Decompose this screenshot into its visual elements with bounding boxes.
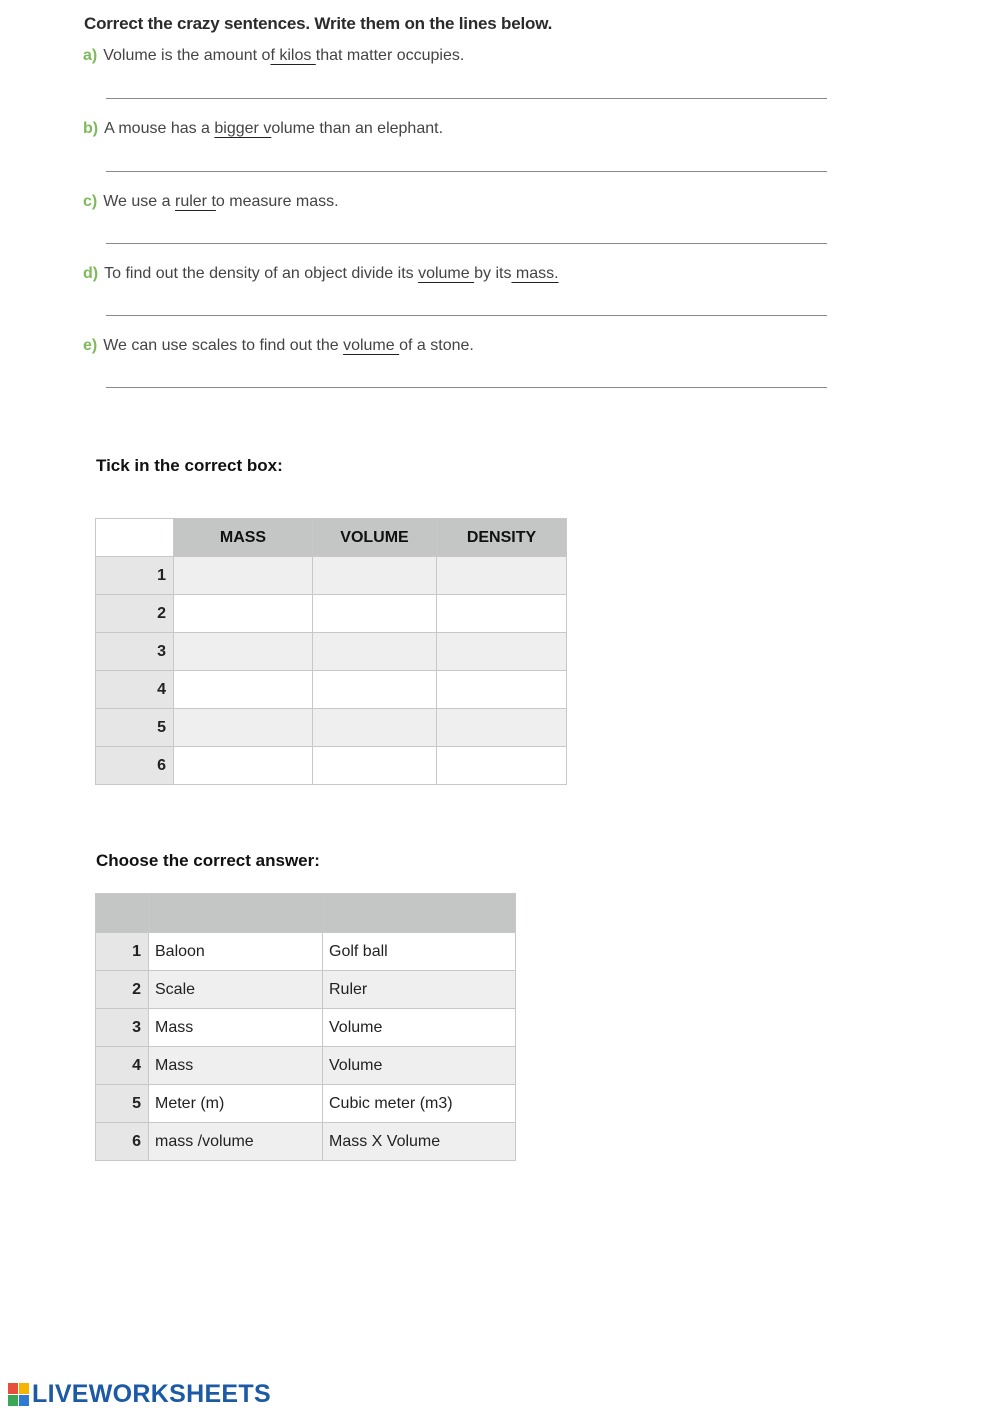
table-header-cell (323, 894, 516, 933)
underlined-word: bigger v (214, 120, 272, 137)
tick-box-volume[interactable] (313, 633, 437, 671)
table-row (96, 1085, 516, 1123)
sentence-text: that matter occupies. (315, 47, 465, 64)
table-row (96, 671, 567, 709)
sentence-letter: c) (83, 193, 98, 210)
sentence-text: We use a (103, 193, 175, 210)
answer-option-a[interactable]: Mass (149, 1047, 323, 1085)
sentence-text: of a stone. (399, 337, 474, 354)
liveworksheets-logo (8, 1380, 271, 1409)
tick-box-density[interactable] (437, 595, 567, 633)
row-number: 6 (96, 747, 174, 785)
tick-box-mass[interactable] (174, 709, 313, 747)
tick-box-volume[interactable] (313, 557, 437, 595)
tick-table (95, 518, 567, 785)
row-number: 4 (96, 671, 174, 709)
table-row (96, 1047, 516, 1085)
sentence-text: Volume is the amount o (103, 47, 271, 64)
answer-option-a[interactable]: Meter (m) (149, 1085, 323, 1123)
row-number: 1 (96, 557, 174, 595)
row-number: 5 (96, 709, 174, 747)
sentence-text: olume than an elephant. (271, 120, 444, 137)
tick-box-mass[interactable] (174, 747, 313, 785)
tick-box-volume[interactable] (313, 595, 437, 633)
answer-option-b[interactable]: Volume (323, 1047, 516, 1085)
tick-box-density[interactable] (437, 671, 567, 709)
tick-box-mass[interactable] (174, 557, 313, 595)
table-row (96, 595, 567, 633)
tick-box-mass[interactable] (174, 595, 313, 633)
underlined-word: mass. (511, 265, 559, 282)
tick-box-density[interactable] (437, 557, 567, 595)
table-row (96, 1123, 516, 1161)
sentence-text: To find out the density of an object divide its (104, 265, 419, 282)
table-row (96, 1009, 516, 1047)
answer-option-a[interactable]: Baloon (149, 933, 323, 971)
sentence-text: o measure mass. (215, 193, 339, 210)
tick-box-mass[interactable] (174, 671, 313, 709)
answer-option-b[interactable]: Mass X Volume (323, 1123, 516, 1161)
row-number: 5 (96, 1085, 149, 1123)
sentence-letter: a) (83, 47, 98, 64)
answer-option-b[interactable]: Golf ball (323, 933, 516, 971)
choose-table (95, 893, 516, 1161)
answer-option-a[interactable]: Scale (149, 971, 323, 1009)
answer-line-a[interactable] (106, 98, 827, 99)
row-number: 2 (96, 971, 149, 1009)
row-number: 1 (96, 933, 149, 971)
answer-line-e[interactable] (106, 387, 827, 388)
table-row (96, 709, 567, 747)
tick-box-density[interactable] (437, 747, 567, 785)
sentence-b (83, 120, 443, 138)
logo-mark-icon (8, 1383, 30, 1407)
table-row (96, 557, 567, 595)
table-header-cell (149, 894, 323, 933)
tick-box-volume[interactable] (313, 709, 437, 747)
tick-section-title: Tick in the correct box: (96, 456, 283, 475)
answer-option-b[interactable]: Ruler (323, 971, 516, 1009)
table-row (96, 633, 567, 671)
column-header-volume: VOLUME (313, 519, 437, 557)
table-row (96, 971, 516, 1009)
sentence-c (83, 193, 339, 211)
underlined-word: volume (343, 337, 400, 354)
row-number: 2 (96, 595, 174, 633)
answer-option-a[interactable]: mass /volume (149, 1123, 323, 1161)
underlined-word: ruler t (174, 193, 216, 210)
table-header-cell (96, 894, 149, 933)
underlined-word: f kilos (270, 47, 316, 64)
sentence-text: A mouse has a (104, 120, 215, 137)
column-header-density: DENSITY (437, 519, 567, 557)
column-header-mass: MASS (174, 519, 313, 557)
sentence-letter: d) (83, 265, 99, 282)
underlined-word: volume (418, 265, 475, 282)
answer-option-b[interactable]: Cubic meter (m3) (323, 1085, 516, 1123)
sentence-letter: b) (83, 120, 99, 137)
answer-line-b[interactable] (106, 171, 827, 172)
sentence-text: We can use scales to find out the (103, 337, 344, 354)
tick-box-volume[interactable] (313, 747, 437, 785)
row-number: 6 (96, 1123, 149, 1161)
choose-section-title: Choose the correct answer: (96, 851, 320, 870)
table-row (96, 933, 516, 971)
row-number: 3 (96, 633, 174, 671)
table-row (96, 747, 567, 785)
sentence-a (83, 47, 464, 65)
tick-box-density[interactable] (437, 709, 567, 747)
logo-text: LIVEWORKSHEETS (32, 1380, 271, 1408)
row-number: 4 (96, 1047, 149, 1085)
row-number: 3 (96, 1009, 149, 1047)
worksheet-heading: Correct the crazy sentences. Write them on the lines below. (84, 14, 553, 33)
tick-box-mass[interactable] (174, 633, 313, 671)
answer-line-d[interactable] (106, 315, 827, 316)
sentence-e (83, 337, 474, 355)
answer-option-a[interactable]: Mass (149, 1009, 323, 1047)
answer-option-b[interactable]: Volume (323, 1009, 516, 1047)
sentence-d (83, 265, 559, 283)
table-corner (96, 519, 174, 557)
tick-box-density[interactable] (437, 633, 567, 671)
tick-box-volume[interactable] (313, 671, 437, 709)
sentence-letter: e) (83, 337, 98, 354)
sentence-text: by its (474, 265, 512, 282)
answer-line-c[interactable] (106, 243, 827, 244)
